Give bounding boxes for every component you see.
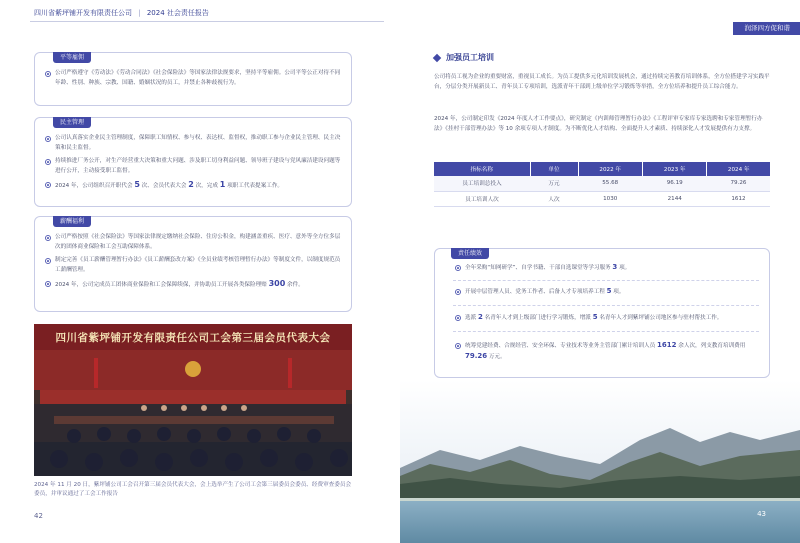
item-text: 公司严格遵守《劳动法》《劳动合同法》《社会保险法》等国家法律法规要求，坚持平等雇佣。公司平等公正对待不同年龄、性别、种族、宗教、国籍、婚姻状况的员工，并禁止各种歧视行为。 [55,70,341,86]
header-text [34,8,209,18]
section-tag: 责任绩效 [451,248,489,259]
page-number-right: 43 [757,510,766,518]
section-tag: 民主管理 [53,117,91,128]
col-header: 2022 年 [578,162,642,176]
intro-paragraph: 公司将员工视为企业的重要财富，重视员工成长。为员工提供多元化培训发展机会，通过持续完善教育培训体系，全方位搭建学习实践平台，分层分类开展新员工、青年员工专项培训，选派青年干部到上级单位学习锻炼等举措，全方位培养和提升员工综合能力。 [434,74,770,90]
perf-number: 5 [606,287,612,295]
list-item-stat [43,279,343,291]
right-page [400,0,800,543]
col-header: 指标名称 [434,162,530,176]
perf-text: 项。 [617,265,631,271]
training-table [434,162,770,207]
section-democratic-management [34,117,352,207]
landscape-photo [400,380,800,543]
section-title: 加强员工培训 [446,53,494,62]
lake-mountain-illustration [400,380,800,543]
table-cell: 96.19 [642,176,706,191]
conference-scene-illustration [34,324,352,476]
table-row [434,191,770,206]
divider [453,280,759,281]
header-separator: | [138,9,141,17]
perf-text: 名青年人才到上级部门进行学习锻炼，增派 [482,315,593,321]
item-text: 制定完善《员工薪酬管理暂行办法》《员工薪酬套改方案》《全员业绩考核管理暂行办法》等制度文件，以制度规范员工薪酬管理。 [55,257,341,273]
section-compensation-benefits [34,216,352,312]
perf-number: 2 [477,313,483,321]
stat-number: 5 [134,180,140,189]
perf-item [453,287,759,298]
list-item [43,157,343,176]
perf-text: 开展中层管理人员、党务工作者、后备人才专项培养工程 [465,289,607,295]
bullet-icon [45,159,51,165]
bullet-icon [45,71,51,77]
perf-number: 5 [592,313,598,321]
bullet-icon [455,289,461,295]
page-number-left: 42 [34,512,43,520]
bullet-icon [45,281,51,287]
perf-text: 万元。 [487,353,506,360]
col-header: 2024 年 [707,162,770,176]
table-cell: 万元 [530,176,578,191]
list-item-stat [43,180,343,192]
item-text: 公司严格按照《社会保险法》等国家法律规定缴纳社会保险、住房公积金，构建涵盖重疾、医疗、意外等全方位多层次的团体商业保险和工会互助保障体系。 [55,234,341,250]
table-cell: 1612 [707,191,770,206]
report-name: 2024 社会责任报告 [146,9,209,17]
perf-text: 统筹党建经费、合规经营、安全环保、专业技术等业务主管部门累计培训人员 [465,343,657,349]
stat-text: 次，完成 [193,183,220,189]
col-header: 2023 年 [642,162,706,176]
header-rule [30,21,384,22]
stat-text: 次、会员代表大会 [139,183,189,189]
table-row [434,176,770,191]
stat-number: 300 [268,279,286,288]
page-header [0,0,400,22]
section-title-row [434,52,494,63]
section-equal-employment [34,52,352,106]
table-cell: 79.26 [707,176,770,191]
perf-text: 项。 [611,289,625,295]
perf-number: 1612 [656,341,677,349]
item-text: 公司认真落实企业民主管理制度，保障职工知情权、参与权、表达权、监督权，推动职工参与企业民主管理、民主决策和民主监督。 [55,135,341,151]
divider [453,331,759,332]
company-name: 四川省紫坪铺开发有限责任公司 [34,9,132,17]
photo-caption: 2024 年 11 月 20 日，紫坪铺公司工会召开第三届会员代表大会，会上选举产生了公司工会第三届委员会委员、经费审查委员会委员，并审议通过了工会工作报告 [34,482,352,497]
table-cell: 员工培训总投入 [434,176,530,191]
stat-text: 余件。 [285,282,304,288]
perf-text: 选派 [465,315,478,321]
list-item [43,256,343,275]
bullet-icon [455,265,461,271]
item-text: 持续推进厂务公开，对生产经营重大决策和重大问题、涉及职工切身利益问题、领导班子建设与党风廉洁建设问题等进行公开，主动接受职工监督。 [55,158,341,174]
perf-number: 79.26 [465,351,488,360]
list-item [43,134,343,153]
bullet-icon [45,258,51,264]
list-item [43,69,343,88]
perf-item [453,263,759,274]
bullet-icon [45,235,51,241]
table-cell: 55.68 [578,176,642,191]
bullet-icon [45,136,51,142]
perf-text: 名青年人才到紫坪铺公司地区参与驻村帮扶工作。 [597,315,723,321]
section-tag: 平等雇佣 [53,52,91,63]
section-tag: 薪酬福利 [53,216,91,227]
performance-card [434,248,770,378]
stat-text: 项职工代表提案工作。 [225,183,284,189]
policy-paragraph: 2024 年，公司制定印发《2024 年度人才工作要点》，研究制定《内训师管理暂行办法》《工程评审专家库专家选聘和专家管理暂行办法》《挂村干部管理办法》等 10 余项专项人才制度。为不断优化人才结构、全面提升人才素质、持续深化人才发展提供有力支撑。 [434,116,763,132]
conference-photo [34,324,352,476]
table-cell: 2144 [642,191,706,206]
chapter-tag: 润泽四方促和谐 [733,22,800,35]
diamond-icon [433,53,441,61]
perf-number: 3 [612,263,618,271]
table-header-row [434,162,770,176]
divider [453,305,759,306]
perf-text: 全年采购“知网研学”、自学书籍、干部自选课堂等学习服务 [465,265,613,271]
col-header: 单位 [530,162,578,176]
table-cell: 员工培训人次 [434,191,530,206]
table-cell: 人次 [530,191,578,206]
stat-number: 2 [188,180,194,189]
list-item [43,233,343,252]
bullet-icon [45,182,51,188]
perf-item [453,341,759,362]
bullet-icon [455,315,461,321]
perf-text: 余人次，列支教育培训费用 [676,343,746,349]
stat-number: 1 [219,180,226,189]
stat-text: 2024 年，公司完成员工团体商业保险和工会保障续保，并协助员工开展各类保险理赔 [55,282,269,288]
table-cell: 1030 [578,191,642,206]
perf-item [453,313,759,324]
bullet-icon [455,343,461,349]
stat-text: 2024 年，公司组织召开职代会 [55,183,135,189]
meeting-banner: 四川省紫坪铺开发有限责任公司工会第三届会员代表大会 [55,332,331,344]
